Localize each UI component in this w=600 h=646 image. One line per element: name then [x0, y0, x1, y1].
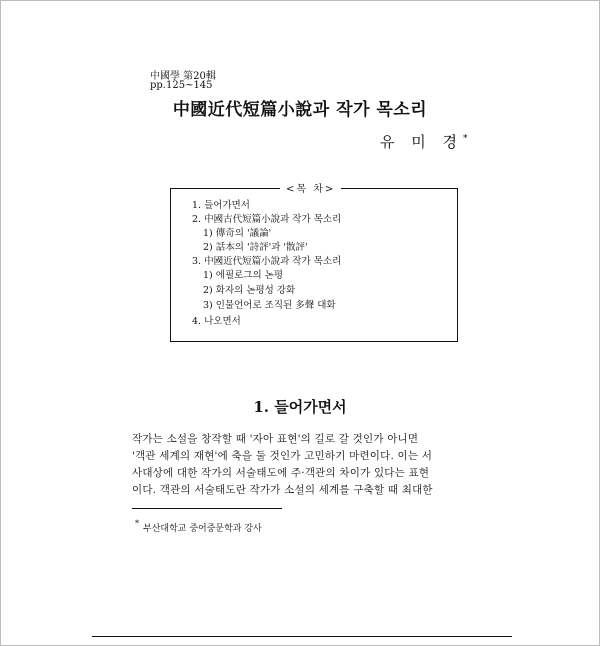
toc-subitem: 1) 에필로그의 논평	[203, 270, 284, 281]
body-text-line: 이다. 객관의 서술태도란 작가가 소설의 세계를 구축할 때 최대한	[132, 484, 433, 496]
toc-heading: <목 차>	[280, 180, 341, 195]
body-text-line: 사대상에 대한 작가의 서술태도에 주·객관의 차이가 있다는 표현	[132, 467, 430, 479]
body-text-line: '객관 세계의 재현'에 축을 둘 것인가 고민하기 마련이다. 이는 서	[132, 450, 433, 462]
bottom-rule	[92, 636, 512, 637]
toc-subitem: 3) 인물언어로 조직된 多聲 대화	[203, 300, 336, 311]
toc-item: 1. 들어가면서	[192, 200, 250, 211]
footnote-marker: *	[135, 519, 139, 528]
footnote-text: 부산대학교 중어중문학과 강사	[143, 524, 262, 534]
section-heading: 1. 들어가면서	[253, 398, 347, 416]
toc-subitem: 2) 話本의 '詩評'과 '散評'	[203, 242, 308, 253]
journal-name: 中國學 第20輯	[150, 71, 216, 82]
toc-subitem: 1) 傳奇의 '議論'	[203, 228, 272, 239]
author-line	[380, 131, 468, 152]
author-footnote-mark: *	[463, 134, 468, 144]
body-text-line: 작가는 소설을 창작할 때 '자아 표현'의 길로 갈 것인가 아니면	[132, 433, 419, 445]
footnote-divider	[132, 508, 282, 509]
author-name: 유 미 경	[380, 133, 464, 151]
toc-subitem: 2) 화자의 논평성 강화	[203, 285, 296, 296]
toc-item: 2. 中國古代短篇小說과 작가 목소리	[192, 214, 342, 225]
toc-item: 4. 나오면서	[192, 316, 241, 327]
article-title: 中國近代短篇小說과 작가 목소리	[172, 100, 428, 120]
toc-item: 3. 中國近代短篇小說과 작가 목소리	[192, 256, 342, 267]
page-range: pp.125~145	[150, 80, 213, 91]
